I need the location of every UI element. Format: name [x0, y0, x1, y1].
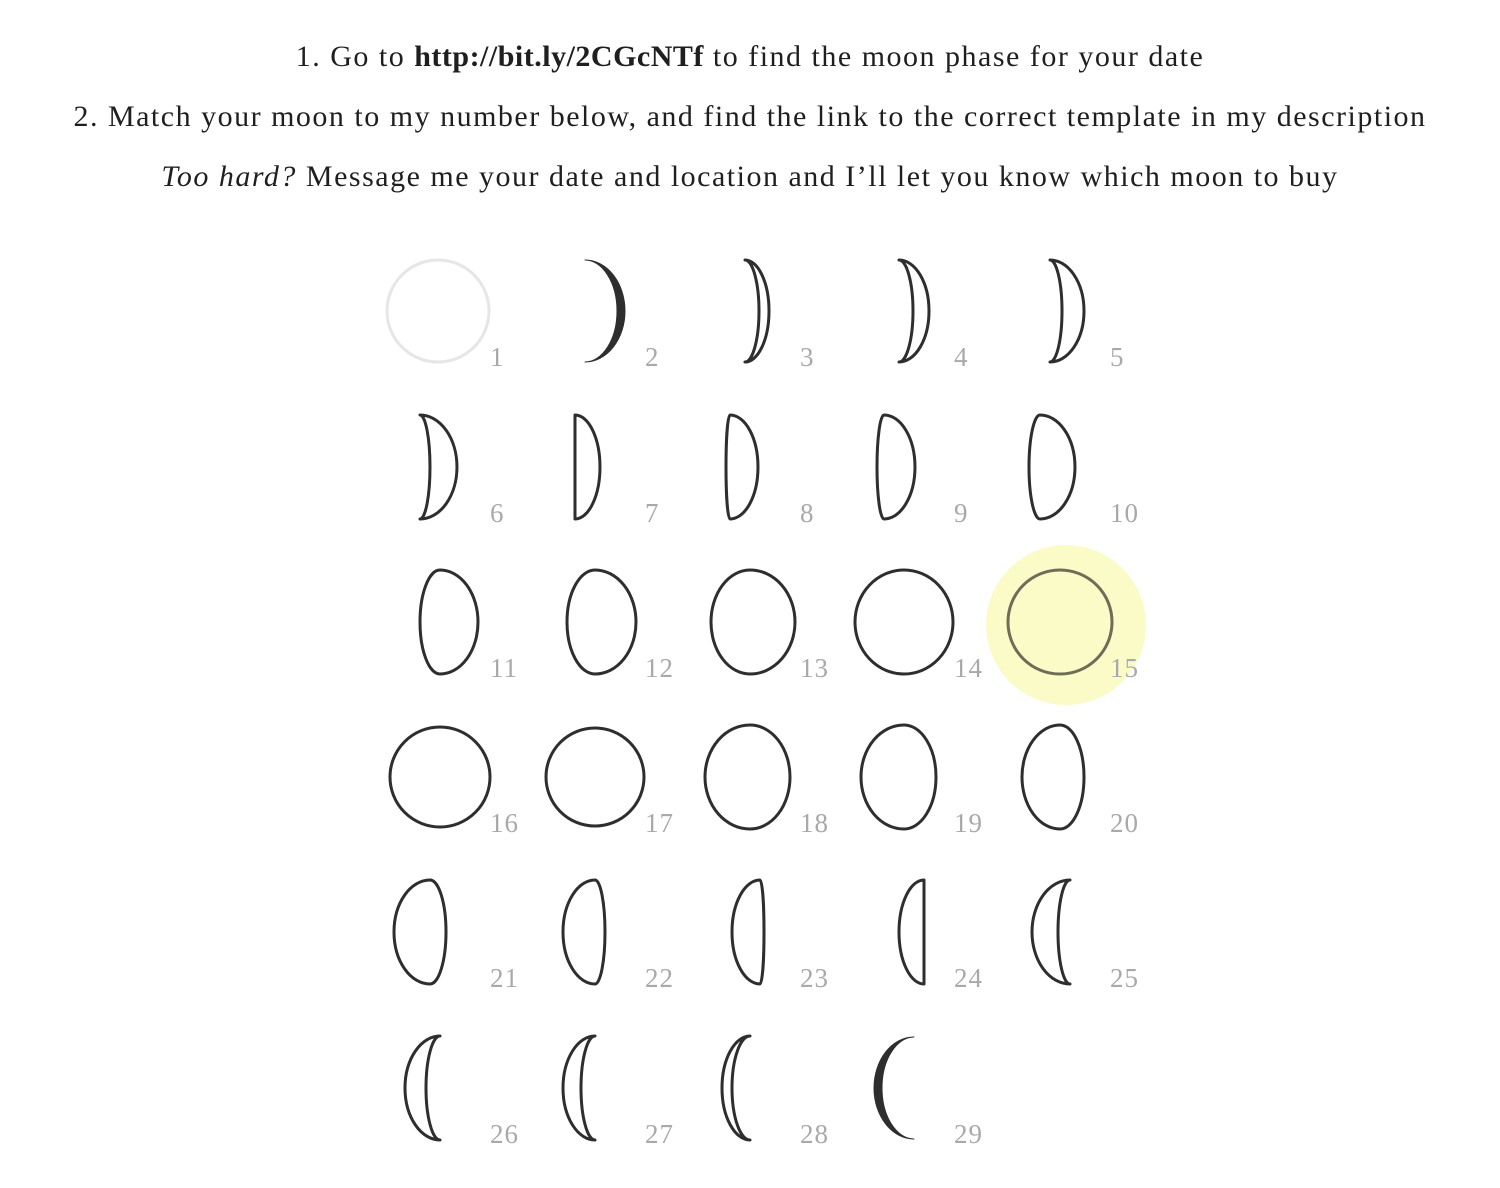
moon-number-label: 8 — [800, 498, 815, 528]
full-moon-icon — [390, 727, 490, 827]
moon-number-label: 23 — [800, 963, 829, 993]
moon-phase-26[interactable] — [405, 1036, 519, 1149]
moon-phase-1[interactable] — [387, 260, 505, 372]
moon-number-label: 12 — [645, 653, 674, 683]
gibbous-moon-icon — [877, 415, 915, 519]
moon-phase-11[interactable] — [420, 570, 518, 683]
step-1-text-before: 1. Go to — [295, 40, 415, 73]
moon-phase-8[interactable] — [726, 415, 814, 528]
moon-number-label: 14 — [954, 653, 983, 683]
crescent-moon-icon — [575, 415, 600, 519]
moon-number-label: 9 — [954, 498, 969, 528]
moon-number-label: 26 — [490, 1119, 519, 1149]
gibbous-moon-icon — [726, 415, 758, 519]
moon-number-label: 4 — [954, 342, 969, 372]
moon-phase-17[interactable] — [546, 728, 674, 838]
moon-number-label: 29 — [954, 1119, 983, 1149]
moon-phase-2[interactable] — [585, 260, 660, 372]
moon-number-label: 27 — [645, 1119, 674, 1149]
full-moon-icon — [855, 570, 953, 674]
crescent-moon-icon — [1050, 260, 1084, 362]
crescent-moon-icon — [405, 1036, 440, 1140]
moon-number-label: 19 — [954, 808, 983, 838]
moon-phase-29[interactable] — [874, 1037, 983, 1149]
moon-phase-22[interactable] — [563, 880, 674, 993]
moon-number-label: 22 — [645, 963, 674, 993]
moon-phase-7[interactable] — [575, 415, 660, 528]
moon-phase-25[interactable] — [1032, 880, 1139, 993]
gibbous-moon-icon — [394, 880, 446, 984]
moon-number-label: 10 — [1110, 498, 1139, 528]
crescent-moon-icon — [745, 260, 769, 362]
moon-phase-10[interactable] — [1029, 415, 1139, 528]
moon-phase-21[interactable] — [394, 880, 519, 993]
moon-phase-19[interactable] — [861, 725, 983, 838]
moon-number-label: 17 — [645, 808, 674, 838]
gibbous-moon-icon — [861, 725, 936, 829]
moon-phase-15[interactable] — [986, 545, 1146, 705]
moon-phase-12[interactable] — [567, 570, 674, 683]
moon-number-label: 13 — [800, 653, 829, 683]
help-text: Message me your date and location and I’ll let you know which moon to buy — [296, 160, 1339, 193]
moon-number-label: 7 — [645, 498, 660, 528]
moon-number-label: 11 — [490, 653, 518, 683]
crescent-moon-icon — [585, 260, 625, 362]
moon-phase-20[interactable] — [1022, 725, 1139, 838]
too-hard-emphasis: Too hard? — [161, 160, 297, 193]
gibbous-moon-icon — [420, 570, 478, 674]
moon-phase-27[interactable] — [563, 1036, 674, 1149]
moon-number-label: 25 — [1110, 963, 1139, 993]
moon-phase-14[interactable] — [855, 570, 983, 683]
moon-number-label: 24 — [954, 963, 983, 993]
moon-number-label: 20 — [1110, 808, 1139, 838]
moon-number-label: 15 — [1110, 653, 1139, 683]
moon-phase-9[interactable] — [877, 415, 968, 528]
instruction-step-2: 2. Match your moon to my number below, and find the link to the correct template in my description — [73, 100, 1427, 133]
moon-number-label: 5 — [1110, 342, 1125, 372]
crescent-moon-icon — [563, 1036, 595, 1140]
moon-number-label: 3 — [800, 342, 815, 372]
gibbous-moon-icon — [711, 570, 795, 674]
crescent-moon-icon — [899, 880, 924, 984]
moon-phase-link[interactable]: http://bit.ly/2CGcNTf — [414, 40, 704, 73]
full-moon-icon — [546, 728, 644, 826]
crescent-moon-icon — [874, 1037, 914, 1139]
moon-number-label: 1 — [490, 342, 505, 372]
moon-phase-23[interactable] — [732, 880, 829, 993]
moon-phase-13[interactable] — [711, 570, 829, 683]
moon-number-label: 18 — [800, 808, 829, 838]
moon-number-label: 16 — [490, 808, 519, 838]
gibbous-moon-icon — [563, 880, 605, 984]
gibbous-moon-icon — [1029, 415, 1075, 519]
moon-number-label: 2 — [645, 342, 660, 372]
moon-phase-18[interactable] — [705, 725, 829, 838]
moon-number-label: 21 — [490, 963, 519, 993]
crescent-moon-icon — [722, 1036, 750, 1140]
moon-number-label: 6 — [490, 498, 505, 528]
moon-phase-16[interactable] — [390, 727, 519, 838]
step-1-text-after: to find the moon phase for your date — [703, 40, 1205, 73]
moon-phase-6[interactable] — [420, 415, 505, 528]
moon-phase-5[interactable] — [1050, 260, 1125, 372]
crescent-moon-icon — [1032, 880, 1070, 984]
moon-phase-28[interactable] — [722, 1036, 829, 1149]
gibbous-moon-icon — [705, 725, 790, 829]
moon-number-label: 28 — [800, 1119, 829, 1149]
gibbous-moon-icon — [1022, 725, 1084, 829]
gibbous-moon-icon — [732, 880, 764, 984]
moon-phase-3[interactable] — [745, 260, 815, 372]
crescent-moon-icon — [420, 415, 457, 519]
gibbous-moon-icon — [567, 570, 636, 674]
moon-phase-24[interactable] — [899, 880, 983, 993]
crescent-moon-icon — [899, 260, 929, 362]
new-moon-icon — [387, 260, 489, 362]
moon-phase-4[interactable] — [899, 260, 969, 372]
